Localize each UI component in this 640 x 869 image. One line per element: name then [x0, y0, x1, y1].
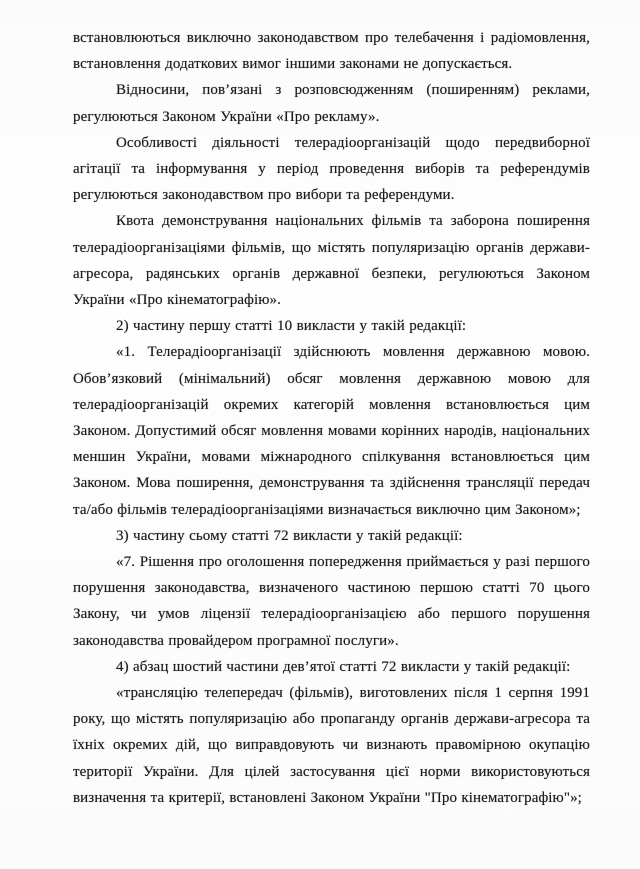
- paragraph: Квота демонстрування національних фільмів та заборона поширення телерадіоорганізаціями фільмів, що містять популяризацію органів держави-агресора, радянських органів державної безпеки, регулюються Законом України «Про кінематографію».: [73, 213, 590, 309]
- paragraph-quoted-article-10: «1. Телерадіоорганізації здійснюють мовлення державною мовою. Обов’язковий (мінімальний) обсяг мовлення державною мовою для телерадіоорганізацій окремих категорій мовлення встановлюється цим Законом. Допустимий обсяг мовлення мовами корінних народів, національних меншин України, мовами міжнародного спілкування встановлюється цим Законом. Мова поширення, демонстрування та здійснення трансляції передач та/або фільмів телерадіоорганізаціями визначається виключно цим Законом»;: [73, 344, 590, 518]
- paragraph-clause-2: 2) частину першу статті 10 викласти у такій редакції:: [116, 318, 467, 335]
- paragraph: Відносини, пов’язані з розповсюдженням (поширенням) реклами, регулюються Законом України «Про рекламу».: [73, 82, 590, 125]
- document-body: [73, 25, 590, 811]
- paragraph-clause-3: 3) частину сьому статті 72 викласти у такій редакції:: [116, 527, 463, 544]
- paragraph-quoted-article-72-part-7: «7. Рішення про оголошення попередження приймається у разі першого порушення законодавства, визначеного частиною першою статті 70 цього Закону, чи умов ліцензії телерадіоорганізацією або першого порушення законодавства провайдером програмної послуги».: [73, 554, 590, 649]
- paragraph: Особливості діяльності телерадіоорганізацій щодо передвиборної агітації та інформування у період проведення виборів та референдумів регулюються законодавством про вибори та референдуми.: [73, 134, 590, 204]
- paragraph-continuation: встановлюються виключно законодавством про телебачення і радіомовлення, встановлення додаткових вимог іншими законами не допускається.: [73, 30, 590, 73]
- paragraph-clause-4: 4) абзац шостий частини дев’ятої статті 72 викласти у такій редакції:: [116, 658, 571, 675]
- paragraph-quoted-article-72-part-9: «трансляцію телепередач (фільмів), виготовлених після 1 серпня 1991 року, що містять популяризацію або пропаганду органів держави-агресора та їхніх окремих дій, що виправдовують чи визнають правомірною окупацію території України. Для цілей застосування цієї норми використовуються визначення та критерії, встановлені Законом України "Про кінематографію"»;: [73, 685, 590, 806]
